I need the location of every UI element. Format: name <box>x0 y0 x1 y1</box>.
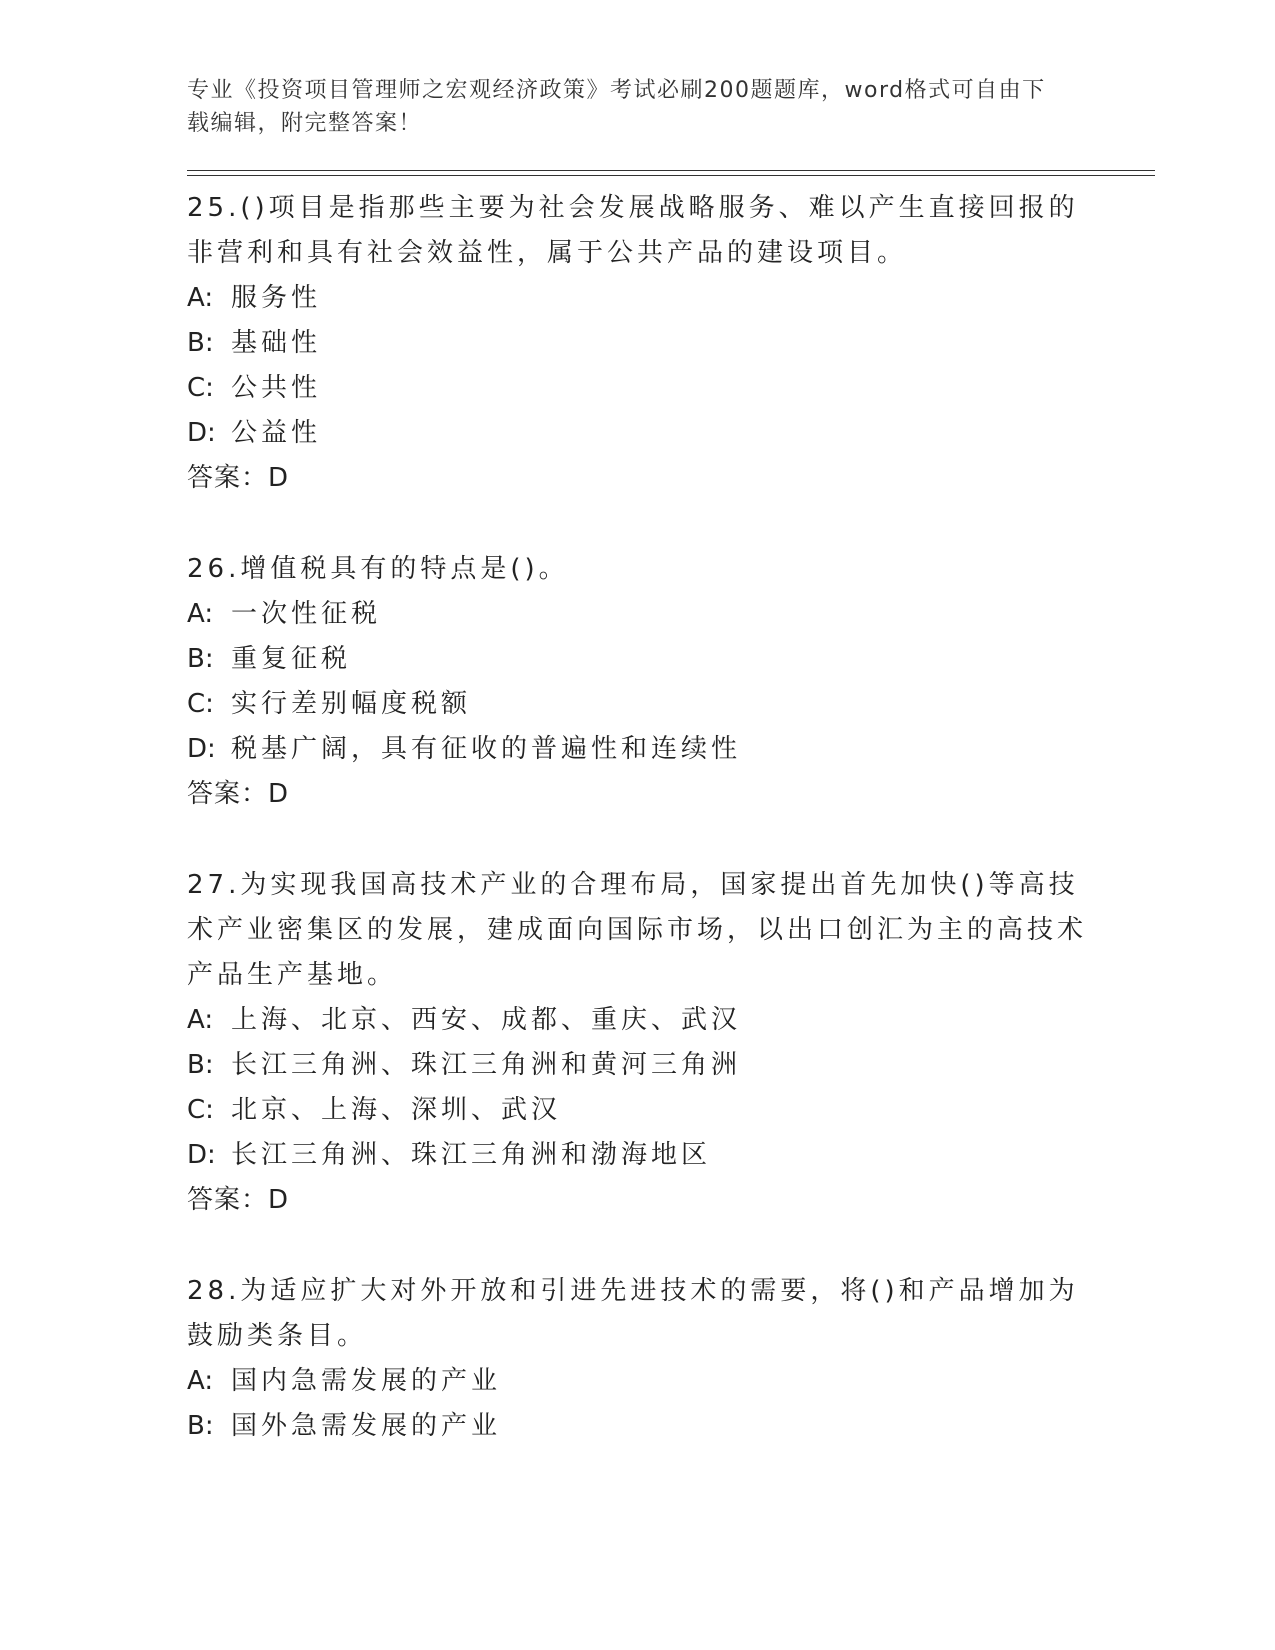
option-text: 公益性 <box>231 418 322 448</box>
option-a <box>187 1359 1087 1404</box>
option-letter: D: <box>187 734 216 764</box>
option-a <box>187 592 1087 637</box>
option-text: 公共性 <box>231 373 322 403</box>
option-text: 基础性 <box>231 328 322 358</box>
question-28 <box>187 1269 1087 1449</box>
option-text: 重复征税 <box>231 644 352 674</box>
option-letter: B: <box>187 644 214 674</box>
answer-line: 答案：D <box>187 779 290 809</box>
option-d <box>187 411 1087 456</box>
header-divider-top <box>187 170 1155 171</box>
option-letter: A: <box>187 599 214 629</box>
question-27 <box>187 863 1087 1223</box>
question-stem: 25.()项目是指那些主要为社会发展战略服务、难以产生直接回报的非营利和具有社会效益性，属于公共产品的建设项目。 <box>187 193 1079 268</box>
question-25 <box>187 186 1087 501</box>
answer-line: 答案：D <box>187 1185 290 1215</box>
option-text: 长江三角洲、珠江三角洲和黄河三角洲 <box>231 1050 742 1080</box>
option-text: 实行差别幅度税额 <box>231 689 472 719</box>
option-b <box>187 637 1087 682</box>
option-text: 长江三角洲、珠江三角洲和渤海地区 <box>231 1140 712 1170</box>
option-letter: C: <box>187 1095 214 1125</box>
option-letter: A: <box>187 283 214 313</box>
option-letter: A: <box>187 1366 214 1396</box>
option-c <box>187 1088 1087 1133</box>
option-letter: C: <box>187 689 214 719</box>
option-b <box>187 1043 1087 1088</box>
option-c <box>187 682 1087 727</box>
answer-line: 答案：D <box>187 463 290 493</box>
option-letter: B: <box>187 1411 214 1441</box>
question-stem: 28.为适应扩大对外开放和引进先进技术的需要，将()和产品增加为鼓励类条目。 <box>187 1276 1079 1351</box>
option-d <box>187 727 1087 772</box>
option-text: 服务性 <box>231 283 322 313</box>
option-a <box>187 998 1087 1043</box>
option-c <box>187 366 1087 411</box>
option-letter: B: <box>187 1050 214 1080</box>
option-a <box>187 276 1087 321</box>
question-list <box>187 186 1087 1495</box>
option-text: 国内急需发展的产业 <box>231 1366 502 1396</box>
option-d <box>187 1133 1087 1178</box>
question-stem: 27.为实现我国高技术产业的合理布局，国家提出首先加快()等高技术产业密集区的发展，建成面向国际市场，以出口创汇为主的高技术产品生产基地。 <box>187 870 1088 990</box>
option-b <box>187 1404 1087 1449</box>
option-text: 国外急需发展的产业 <box>231 1411 502 1441</box>
document-header: 专业《投资项目管理师之宏观经济政策》考试必刷200题题库，word格式可自由下载编辑，附完整答案！ <box>187 78 1046 136</box>
option-letter: B: <box>187 328 214 358</box>
question-stem: 26.增值税具有的特点是()。 <box>187 554 569 584</box>
option-letter: A: <box>187 1005 214 1035</box>
option-text: 上海、北京、西安、成都、重庆、武汉 <box>231 1005 742 1035</box>
header-divider-bottom <box>187 175 1155 176</box>
option-b <box>187 321 1087 366</box>
option-text: 北京、上海、深圳、武汉 <box>231 1095 562 1125</box>
option-letter: C: <box>187 373 214 403</box>
option-letter: D: <box>187 418 216 448</box>
option-text: 一次性征税 <box>231 599 382 629</box>
option-text: 税基广阔，具有征收的普遍性和连续性 <box>231 734 742 764</box>
option-letter: D: <box>187 1140 216 1170</box>
question-26 <box>187 547 1087 817</box>
